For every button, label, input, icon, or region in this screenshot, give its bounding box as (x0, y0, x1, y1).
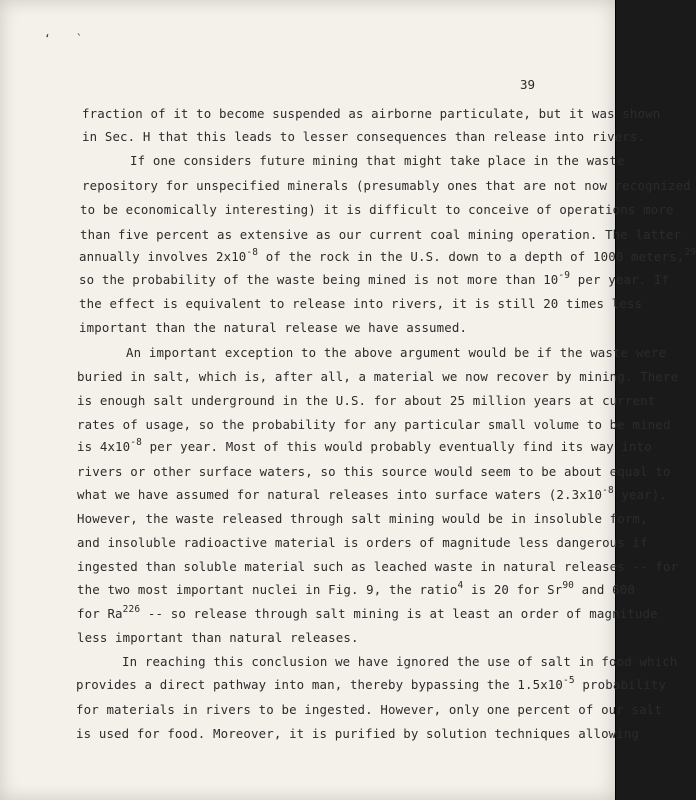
text-line: provides a direct pathway into man, thereby bypassing the $1.5x10^{-5}$ probability (76, 675, 667, 692)
scan-mark: ` (76, 32, 83, 45)
text-line: is $4x10^{-8}$ per year. Most of this would probably eventually find its way into (77, 437, 652, 454)
text-line: repository for unspecified minerals (presumably ones that are not now recognized (82, 178, 691, 193)
text-line: An important exception to the above argument would be if the waste were (126, 345, 667, 360)
text-line: than five percent as extensive as our current coal mining operation. The latter (80, 227, 682, 242)
text-line: important than the natural release we have assumed. (79, 320, 468, 335)
scan-mark: ‘ (44, 32, 51, 45)
text-line: fraction of it to become suspended as airborne particulate, but it was shown (82, 106, 661, 121)
text-line: buried in salt, which is, after all, a material we now recover by mining. There (77, 369, 679, 384)
text-line: is used for food. Moreover, it is purified by solution techniques allowing (76, 726, 640, 741)
text-line: the two most important nuclei in Fig. 9, the ratio$^4$ is 20 for Sr$^{90}$ and 600 (77, 580, 635, 597)
text-line: in Sec. H that this leads to lesser consequences than release into rivers. (82, 129, 646, 144)
text-line: and insoluble radioactive material is orders of magnitude less dangerous if (77, 535, 648, 550)
text-line: annually involves $2x10^{-8}$ of the rock in the U.S. down to a depth of 1000 meters,$^{29}$ (79, 247, 696, 264)
text-line: for materials in rivers to be ingested. However, only one percent of our salt (76, 702, 662, 717)
text-line: so the probability of the waste being mined is not more than $10^{-9}$ per year. If (79, 270, 670, 287)
text-line: less important than natural releases. (77, 630, 359, 645)
text-line: ingested than soluble material such as leached waste in natural releases -- for (77, 559, 679, 574)
text-line: the effect is equivalent to release into rivers, it is still 20 times less (79, 296, 643, 311)
text-line: what we have assumed for natural releases into surface waters ($2.3x10^{-8}$ year). (77, 485, 668, 502)
text-line: is enough salt underground in the U.S. for about 25 million years at current (77, 393, 656, 408)
text-line: to be economically interesting) it is difficult to conceive of operations more (80, 202, 674, 217)
text-line: rates of usage, so the probability for any particular small volume to be mined (77, 417, 671, 432)
text-line: rivers or other surface waters, so this source would seem to be about equal to (77, 464, 671, 479)
page-number: 39 (520, 77, 536, 92)
text-line: In reaching this conclusion we have ignored the use of salt in food which (122, 654, 678, 669)
text-line: If one considers future mining that might take place in the waste (130, 153, 625, 168)
text-line: However, the waste released through salt mining would be in insoluble form, (77, 511, 648, 526)
text-line: for Ra$^{226}$ -- so release through salt mining is at least an order of magnitude (77, 604, 658, 621)
